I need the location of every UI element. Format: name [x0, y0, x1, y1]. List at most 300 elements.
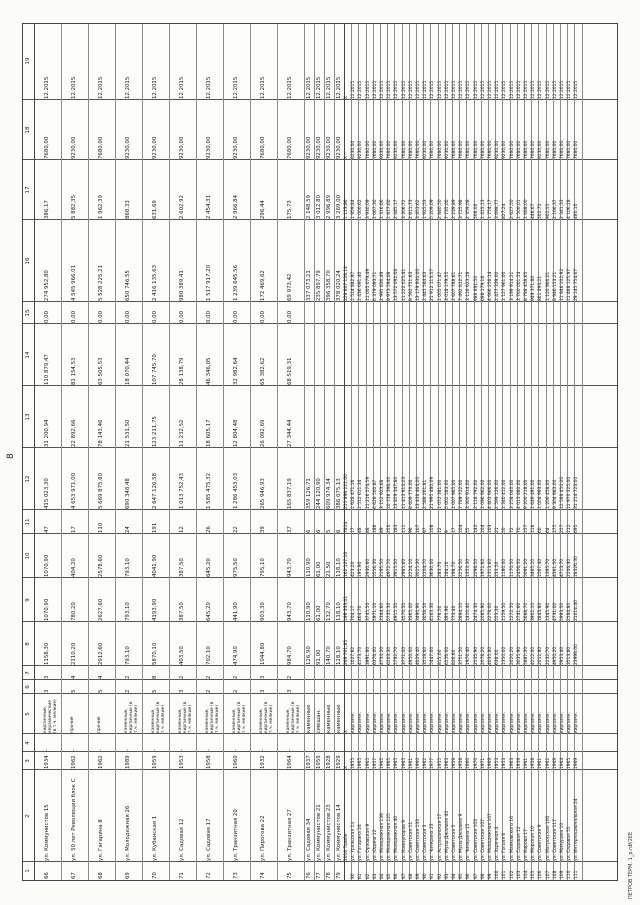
table-cell: каменные, кирпичные (в т.ч. мелкие)	[151, 701, 166, 733]
table-cell: 99	[488, 873, 493, 879]
table-cell: 6556,00	[444, 646, 450, 665]
table-cell: кирпичн.	[473, 712, 479, 733]
table-cell: кирпичн.	[495, 712, 501, 733]
table-cell: 1 007 985,00	[452, 479, 457, 509]
table-cell: 5953,40	[560, 646, 565, 665]
table-cell: прочие	[70, 716, 75, 733]
table-cell: 78	[326, 872, 332, 879]
table-cell: 2584,80	[567, 602, 573, 621]
table-cell: 403,50	[179, 646, 185, 665]
table-cell: 87	[401, 873, 407, 879]
table-cell: 1 000,62	[358, 199, 364, 219]
table-cell: 269 701,85	[344, 639, 349, 665]
table-cell: 47	[44, 526, 50, 533]
table-cell: 75	[287, 872, 293, 879]
table-cell: 1962	[545, 757, 551, 769]
table-cell: 98	[480, 873, 486, 879]
table-cell: 773,40	[452, 605, 457, 621]
table-cell: кирпичн.	[416, 712, 421, 733]
table-cell: 4035,80	[488, 646, 493, 665]
table-cell: 233,50	[495, 561, 501, 577]
table-cell: кирпичн.	[351, 712, 357, 733]
table-cell: 142	[473, 524, 479, 533]
column-divider	[23, 665, 617, 666]
column-number-cell: 17	[25, 186, 31, 194]
table-cell: -	[71, 749, 77, 751]
table-cell: 6 628 500,87	[372, 479, 378, 509]
table-cell: 3490,90	[416, 602, 421, 621]
table-cell: 6	[316, 529, 322, 533]
table-cell: 795,10	[260, 558, 266, 577]
table-cell: 2206,40	[567, 558, 573, 577]
table-cell: 5	[98, 689, 104, 693]
table-cell: 123 211,75	[152, 416, 158, 447]
table-cell: 793,10	[125, 646, 131, 665]
table-cell: кирпичн.	[452, 712, 457, 733]
table-cell: 7680,00	[459, 140, 465, 159]
table-cell: 0,00	[98, 310, 104, 323]
table-cell: 12.2015	[233, 76, 239, 99]
table-cell: 18 070,44	[125, 357, 131, 385]
table-cell: 980 389,41	[179, 270, 185, 301]
table-cell: 1180,00	[502, 558, 508, 577]
table-cell: 126,90	[306, 646, 312, 665]
table-cell: 21	[495, 527, 501, 533]
table-cell: 66	[44, 872, 50, 879]
row-divider	[115, 24, 116, 880]
table-cell: 2078,20	[480, 646, 486, 665]
table-cell: 110 879,47	[44, 354, 50, 385]
table-cell: 9	[444, 530, 450, 533]
table-cell: 1345,90	[545, 602, 551, 621]
table-cell: 1353,30	[466, 558, 472, 577]
table-cell: ул. 50 лет Революции блок С	[71, 778, 77, 861]
column-divider	[23, 861, 617, 862]
table-cell: 63 505,53	[98, 357, 104, 385]
table-cell: 128,10	[336, 646, 342, 665]
table-cell: 5	[71, 689, 77, 693]
row-divider	[324, 24, 325, 880]
table-cell: 1 127 961,00	[502, 271, 508, 301]
table-cell: 2	[125, 689, 131, 693]
table-cell: 1960	[466, 757, 472, 769]
table-cell: 81 154,53	[71, 357, 77, 385]
table-cell: 690 348,48	[125, 478, 131, 509]
table-cell: 1 096 962,00	[480, 479, 486, 509]
table-cell: 4 545 966,01	[71, 264, 77, 301]
table-cell: 2344,60	[380, 602, 385, 621]
table-cell: 3991,80	[365, 646, 371, 665]
table-cell: 1 120 966,01	[545, 271, 551, 301]
table-cell: 386,17	[44, 200, 50, 219]
table-cell: 110	[98, 522, 104, 533]
table-cell: 104	[459, 524, 465, 533]
table-cell: 92	[437, 873, 443, 879]
table-cell: 4212,00	[531, 646, 537, 665]
table-cell: каменные	[336, 704, 342, 733]
table-cell: 11 005 079,49	[365, 268, 371, 301]
table-cell: 12.2015	[524, 80, 529, 99]
table-cell: 265 946,93	[260, 478, 266, 509]
table-cell: 4733,20	[380, 646, 385, 665]
table-cell: 1963	[509, 757, 515, 769]
table-cell: 1963	[444, 757, 450, 769]
table-cell: 11 488 125,97	[567, 268, 573, 301]
table-cell: 3745,50	[365, 602, 371, 621]
table-cell: 5091,20	[524, 558, 529, 577]
column-divider	[23, 733, 617, 734]
table-cell: 17	[452, 527, 457, 533]
table-cell: 1964	[560, 757, 565, 769]
table-cell: 8 592 751,63	[408, 271, 414, 301]
table-cell: 3025,30	[416, 558, 421, 577]
table-cell: 404,20	[71, 558, 77, 577]
table-cell: 1 340 412,00	[502, 479, 508, 509]
table-cell: ул. Чичерина 15	[466, 823, 472, 861]
table-cell: 7680,00	[552, 140, 558, 159]
table-cell: 255 898 221,00	[344, 474, 349, 509]
table-cell: 1 925,53	[423, 199, 429, 219]
table-cell: каменные, кирпичные (в т.ч. мелкие)	[286, 701, 301, 733]
table-cell: 0,00	[125, 310, 131, 323]
table-cell: ул. Кубанская 1	[152, 815, 158, 861]
table-cell: 12.2015	[316, 76, 322, 99]
column-divider	[23, 301, 617, 302]
table-cell: 7680,00	[466, 140, 472, 159]
table-cell: 1395,70	[545, 558, 551, 577]
table-cell: 2 599 126,00	[495, 479, 501, 509]
table-cell: 3058,50	[423, 602, 429, 621]
table-cell: ул. Гоголя 8	[502, 832, 508, 861]
table-cell: 1961	[524, 757, 529, 769]
table-cell: 12.2015	[44, 76, 50, 99]
table-cell: 13 572 092,08	[394, 268, 400, 301]
table-cell: 378 020,24	[336, 270, 342, 301]
table-cell: 9230,00	[444, 140, 450, 159]
table-cell: 1 113,86	[344, 199, 349, 219]
table-cell: -	[125, 749, 131, 751]
table-cell: 9230,00	[306, 136, 312, 159]
table-cell: 1 005 071,47	[437, 271, 443, 301]
table-cell: 3	[44, 689, 50, 693]
column-divider	[23, 447, 617, 448]
table-cell: 9230,00	[394, 140, 400, 159]
table-cell: 18 605,17	[206, 419, 212, 447]
table-cell: кирпичн.	[502, 712, 508, 733]
table-cell: ул. Матросская 100	[545, 815, 551, 861]
table-cell: 7680,00	[387, 140, 393, 159]
table-cell: 12.2015	[444, 80, 450, 99]
column-number-cell: 3	[25, 759, 31, 763]
table-cell: 5 528 225,21	[98, 264, 104, 301]
table-cell: 12.2015	[430, 80, 436, 99]
column-number-cell: 5	[25, 712, 31, 716]
table-cell: 21 912 113,57	[430, 268, 436, 301]
table-cell: 359 126,71	[306, 478, 312, 509]
table-cell: 4 403 966,00	[488, 479, 493, 509]
table-cell: 7 735,00	[444, 199, 450, 219]
table-cell: 2	[206, 675, 212, 679]
table-cell: 2578,60	[98, 554, 104, 577]
table-cell: 7680,00	[480, 140, 486, 159]
table-cell: 4915,50	[394, 602, 400, 621]
table-cell: 7680,00	[437, 140, 443, 159]
table-cell: 1 524 882,97	[351, 271, 357, 301]
table-cell: 102	[509, 870, 515, 879]
table-cell: смешан.	[316, 709, 322, 733]
table-cell: 1977	[430, 757, 436, 769]
table-cell: 2085,90	[480, 602, 486, 621]
table-cell: 228 807 128,14	[344, 266, 349, 301]
table-cell: ул. Молодежная 125	[387, 813, 393, 861]
table-cell: 1959	[316, 755, 322, 769]
table-cell: 1965	[365, 757, 371, 769]
table-cell: 1976,40	[466, 646, 472, 665]
table-cell: 2 118 792,00	[473, 479, 479, 509]
table-cell: 12.2015	[416, 80, 421, 99]
table-cell: 464,70	[358, 605, 364, 621]
table-cell: 4731,00	[552, 602, 558, 621]
table-cell: 2 607 788,61	[452, 271, 457, 301]
table-cell: 104	[480, 524, 486, 533]
table-cell: 79	[336, 872, 342, 879]
table-cell: 396 358,70	[326, 270, 332, 301]
table-cell: 7680,00	[401, 140, 407, 159]
table-cell: 64	[545, 527, 551, 533]
table-cell: 1962	[98, 755, 104, 769]
table-cell: ул. Советская 11	[408, 821, 414, 861]
column-divider	[23, 385, 617, 386]
table-cell: кирпичн.	[552, 712, 558, 733]
table-cell: 296,44	[260, 200, 266, 219]
table-cell: 2 341,33	[560, 199, 565, 219]
table-cell: 1969	[552, 757, 558, 769]
column-divider	[23, 219, 617, 220]
table-cell: 2 445 584,63	[423, 271, 429, 301]
register-table	[22, 23, 618, 881]
table-cell: 9230,00	[179, 136, 185, 159]
table-cell: кирпичн.	[574, 712, 580, 733]
table-cell: 11 970 325,00	[567, 476, 573, 509]
table-cell: 195,90	[358, 561, 364, 577]
table-cell: 3 018 179,55	[444, 271, 450, 301]
table-cell: 61,00	[316, 561, 322, 577]
column-divider	[23, 323, 617, 324]
table-cell: 72	[206, 872, 212, 879]
table-cell: 2	[233, 689, 239, 693]
table-cell: 1158,30	[44, 642, 50, 665]
table-cell: 104	[524, 870, 529, 879]
table-cell: 1958	[459, 757, 465, 769]
table-cell: 1962	[71, 755, 77, 769]
table-cell: 7680,00	[287, 136, 293, 159]
table-cell: 6	[336, 529, 342, 533]
table-cell: 1 415,13	[480, 199, 486, 219]
table-cell: каменные, кирпичные (в т.ч. мелкие)	[232, 701, 247, 733]
table-cell: кирпичн.	[372, 712, 378, 733]
table-cell: 1958	[531, 757, 537, 769]
table-cell: 65 382,62	[260, 357, 266, 385]
table-cell: каменные, кирпичные (в т.ч. мелкие)	[124, 701, 139, 733]
table-cell: 60	[538, 527, 544, 533]
table-cell: кирпичн.	[380, 712, 385, 733]
table-cell: 1965	[387, 757, 393, 769]
table-cell: 3630,00	[430, 558, 436, 577]
table-cell: 4029,40	[416, 646, 421, 665]
table-cell: 71	[179, 872, 185, 879]
table-cell: 7680,00	[567, 140, 573, 159]
table-cell: 3751,50	[459, 646, 465, 665]
table-cell: 12 804,48	[233, 419, 239, 447]
table-cell: 94	[452, 873, 457, 879]
table-cell: кирпичн.	[437, 712, 443, 733]
table-cell: 902,55	[545, 203, 551, 219]
table-cell: 1070,90	[44, 598, 50, 621]
table-cell: 12.2015	[509, 80, 515, 99]
table-cell: 0,00	[260, 310, 266, 323]
table-cell: 13 859 347,80	[394, 476, 400, 509]
table-cell: 1 754,17	[488, 199, 493, 219]
table-cell: 165 837,19	[287, 478, 293, 509]
table-cell: 3570,50	[401, 602, 407, 621]
table-cell: 2313,60	[488, 558, 493, 577]
table-cell: 29 145 754,67	[574, 268, 580, 301]
row-divider	[196, 24, 197, 880]
table-cell: ул. Кирова 17	[524, 829, 529, 861]
column-divider	[23, 533, 617, 534]
table-cell: 186	[372, 524, 378, 533]
table-cell: 3771,00	[401, 646, 407, 665]
row-divider	[582, 24, 583, 880]
table-cell: 183	[394, 524, 400, 533]
table-cell: 72	[509, 527, 515, 533]
table-cell: 1989	[125, 755, 131, 769]
table-cell: каменные	[326, 704, 332, 733]
table-cell: 55	[466, 527, 472, 533]
table-cell: 1972,60	[480, 558, 486, 577]
table-cell: 2930,60	[365, 558, 371, 577]
table-cell: 70	[152, 872, 158, 879]
table-cell: ул. Молодежная 139	[380, 813, 385, 861]
table-cell: 3465,10	[531, 558, 537, 577]
table-cell: 107	[545, 870, 551, 879]
table-cell: ул. Коммунистов 14	[336, 804, 342, 861]
table-cell: 2298,50	[473, 558, 479, 577]
table-cell: 83	[372, 873, 378, 879]
column-divider	[23, 751, 617, 752]
table-cell: 1 067,30	[372, 199, 378, 219]
table-cell: 12.2015	[452, 80, 457, 99]
column-divider	[23, 693, 617, 694]
table-cell: 140,70	[326, 646, 332, 665]
table-cell: ул. Молодежная 40	[394, 815, 400, 861]
table-cell: 9 973 594,08	[387, 271, 393, 301]
table-cell: 50	[502, 527, 508, 533]
table-cell: 2195,50	[380, 558, 385, 577]
table-cell: ул. Морская 10	[531, 826, 537, 861]
table-cell: ул. Заречная 4	[495, 826, 501, 861]
table-cell: 191	[152, 522, 158, 533]
table-cell: 0,00	[71, 310, 77, 323]
table-cell: 1 286 453,03	[233, 472, 239, 509]
column-divider	[23, 679, 617, 680]
row-divider	[314, 24, 315, 880]
table-cell: 502,72	[538, 203, 544, 219]
table-cell: 4193,90	[152, 598, 158, 621]
table-cell: 103	[516, 870, 522, 879]
table-cell: 698 179,18	[480, 275, 486, 301]
table-cell: 2 588 261,81	[423, 479, 429, 509]
table-cell: кирпичн.	[488, 712, 493, 733]
table-cell: 2 840,50	[437, 199, 443, 219]
table-cell: 3 300 914,00	[466, 479, 472, 509]
table-cell: 3	[44, 675, 50, 679]
table-cell: 5993,50	[560, 602, 565, 621]
table-cell: 3035,90	[516, 646, 522, 665]
table-cell: 12.2015	[152, 76, 158, 99]
table-cell: 26	[206, 526, 212, 533]
table-cell: 97	[473, 873, 479, 879]
table-cell: 1934	[44, 755, 50, 769]
table-cell: 6 379 093,71	[372, 271, 378, 301]
table-cell: 12.2015	[326, 76, 332, 99]
column-number-cell: 14	[25, 351, 31, 359]
table-cell: 90	[423, 873, 429, 879]
table-cell: 95	[459, 873, 465, 879]
table-cell: 5735,50	[387, 602, 393, 621]
table-cell: 1965	[567, 757, 573, 769]
table-cell: 3365,00	[408, 602, 414, 621]
table-cell: 337 073,21	[306, 270, 312, 301]
table-cell: 2	[179, 675, 185, 679]
table-cell: каменные, кирпичные (в т.ч. мелкие)	[178, 701, 193, 733]
table-cell: 21 531,50	[125, 419, 131, 447]
table-cell: 2016 Тымбе	[344, 833, 349, 861]
table-cell: 6203,30	[387, 646, 393, 665]
table-cell: 9230,00	[125, 136, 131, 159]
column-number-cell: 19	[25, 57, 31, 65]
table-cell: 5	[152, 689, 158, 693]
scan-footer: ПЕТРОВ ТЕРМ. 1_р.rdf/2ЕЕ	[628, 831, 634, 899]
table-cell: 1969	[488, 757, 493, 769]
table-cell: 11 216 574,59	[365, 476, 371, 509]
table-cell: 7680,00	[545, 140, 551, 159]
table-cell: 1959	[452, 757, 457, 769]
column-number-cell: 10	[25, 552, 31, 560]
table-cell: 2535,90	[473, 646, 479, 665]
table-cell: 1965	[401, 757, 407, 769]
table-cell: ул. Орловская 9	[365, 823, 371, 861]
table-cell: 162 127,10	[344, 551, 349, 577]
table-cell: 91,00	[316, 649, 322, 665]
table-cell: 12.2015	[394, 80, 400, 99]
table-cell: 0,00	[152, 310, 158, 323]
table-cell: каменные, кирпичные (в т.ч. мелкие)	[205, 701, 220, 733]
table-cell: кирпичн.	[516, 712, 522, 733]
table-cell: 3 725,98	[459, 199, 465, 219]
table-cell: 69	[125, 872, 131, 879]
table-cell: 1 688,00	[524, 199, 529, 219]
table-cell: 9230,00	[316, 136, 322, 159]
table-cell: 827,24	[502, 203, 508, 219]
table-cell: -	[44, 749, 50, 751]
table-cell: 1955	[351, 757, 357, 769]
table-cell: 11 946 102,92	[560, 268, 565, 301]
table-cell: 107	[416, 524, 421, 533]
table-cell: 21 995 480,09	[430, 476, 436, 509]
table-cell: 5887,30	[524, 646, 529, 665]
column-divider	[23, 159, 617, 160]
